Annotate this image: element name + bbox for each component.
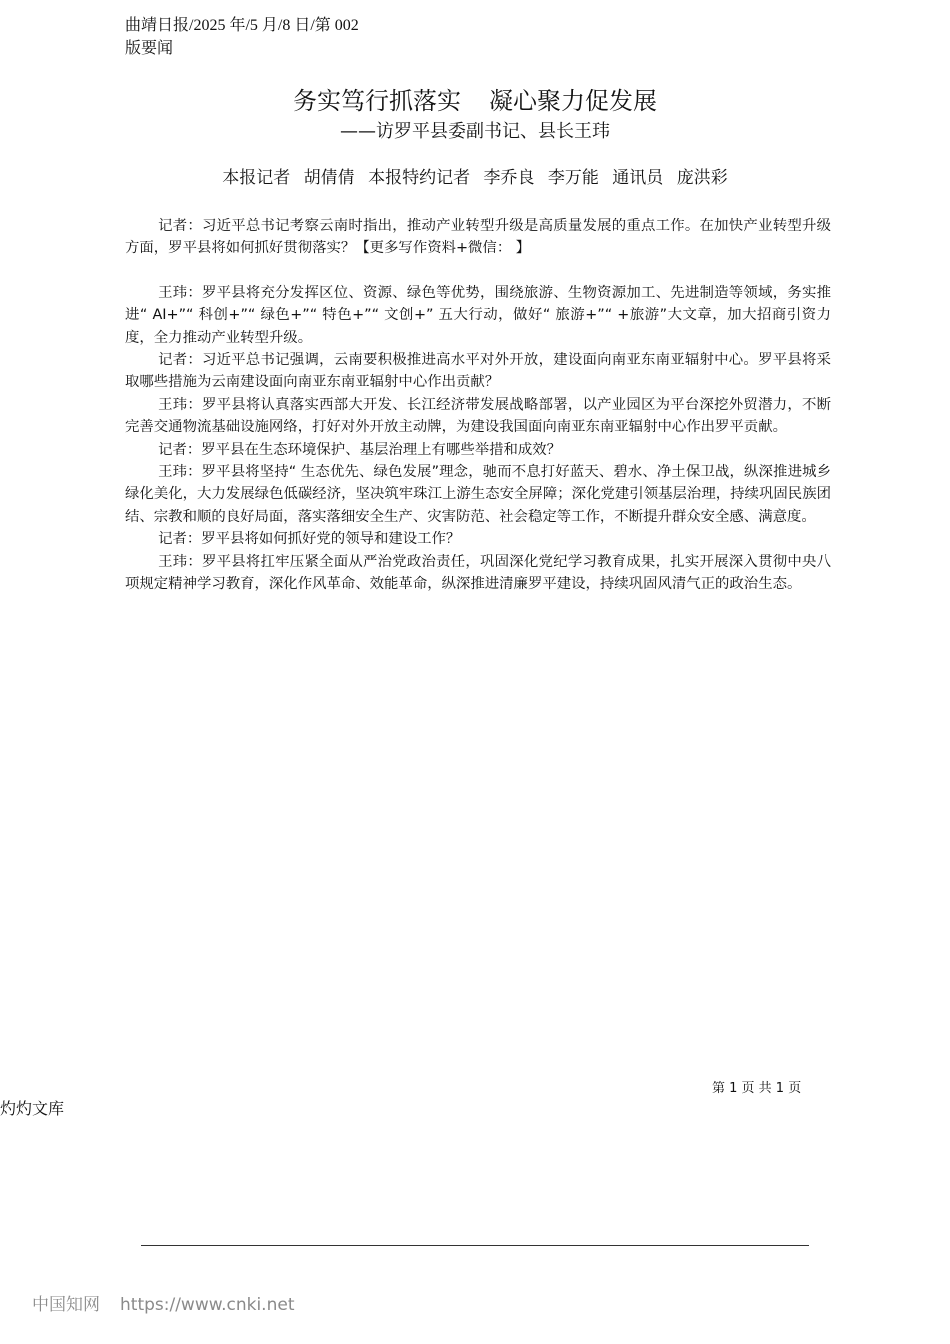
paragraph: 王玮：罗平县将扛牢压紧全面从严治党政治责任，巩固深化党纪学习教育成果，扎实开展深入贯彻中央八项规定精神学习教育，深化作风革命、效能革命，纵深推进清廉罗平建设，持续巩固风清气正的政治生态。	[125, 553, 831, 593]
cnki-footer	[32, 1294, 294, 1316]
paragraph: 王玮：罗平县将坚持“ 生态优先、绿色发展”理念，驰而不息打好蓝天、碧水、净土保卫战，纵深推进城乡绿化美化，大力发展绿色低碳经济，坚决筑牢珠江上游生态安全屏障；深化党建引领基层治理，持续巩固民族团结、宗教和顺的良好局面，落实落细安全生产、灾害防范、社会稳定等工作，不断提升群众安全感、满意度。	[125, 464, 831, 525]
cnki-url-link[interactable]: https://www.cnki.net	[120, 1295, 295, 1315]
subtitle: ——访罗平县委副书记、县长王玮	[340, 121, 610, 142]
headline	[0, 84, 950, 118]
section-line: 版要闻	[125, 40, 174, 57]
byline: 本报记者 胡倩倩 本报特约记者 李乔良 李万能 通讯员 庞洪彩	[222, 168, 728, 188]
footer-divider	[141, 1245, 809, 1246]
paragraph: 记者：习近平总书记考察云南时指出，推动产业转型升级是高质量发展的重点工作。在加快产业转型升级方面，罗平县将如何抓好贯彻落实？【更多写作资料+微信： 】	[125, 218, 831, 257]
paragraph: 王玮：罗平县将认真落实西部大开发、长江经济带发展战略部署，以产业园区为平台深挖外贸潜力，不断完善交通物流基础设施网络，打好对外开放主动牌，为建设我国面向南亚东南亚辐射中心作出罗平贡献。	[125, 396, 831, 436]
library-watermark: 灼灼文库	[0, 1099, 65, 1118]
paragraph: 记者：习近平总书记强调，云南要积极推进高水平对外开放，建设面向南亚东南亚辐射中心。罗平县将采取哪些措施为云南建设面向南亚东南亚辐射中心作出贡献？	[125, 352, 831, 391]
article-body	[125, 215, 831, 596]
paragraph: 记者：罗平县将如何抓好党的领导和建设工作？	[158, 531, 461, 548]
headline-part1: 务实笃行抓落实	[293, 87, 461, 115]
paragraph: 记者：罗平县在生态环境保护、基层治理上有哪些举措和成效？	[158, 441, 562, 458]
headline-part2: 凝心聚力促发展	[489, 87, 657, 115]
source-line: 曲靖日报/2025 年/5 月/8 日/第 002	[125, 17, 359, 34]
paragraph: 王玮：罗平县将充分发挥区位、资源、绿色等优势，围绕旅游、生物资源加工、先进制造等领域，务实推进“ AI+”“ 科创+”“ 绿色+”“ 特色+”“ 文创+” 五大行动，做好“ 旅游+”“ +旅游”大文章，加大招商引资力度，全力推动产业转型升级。	[125, 284, 831, 346]
page-number: 第 1 页 共 1 页	[712, 1081, 802, 1096]
cnki-brand: 中国知网	[32, 1295, 100, 1315]
